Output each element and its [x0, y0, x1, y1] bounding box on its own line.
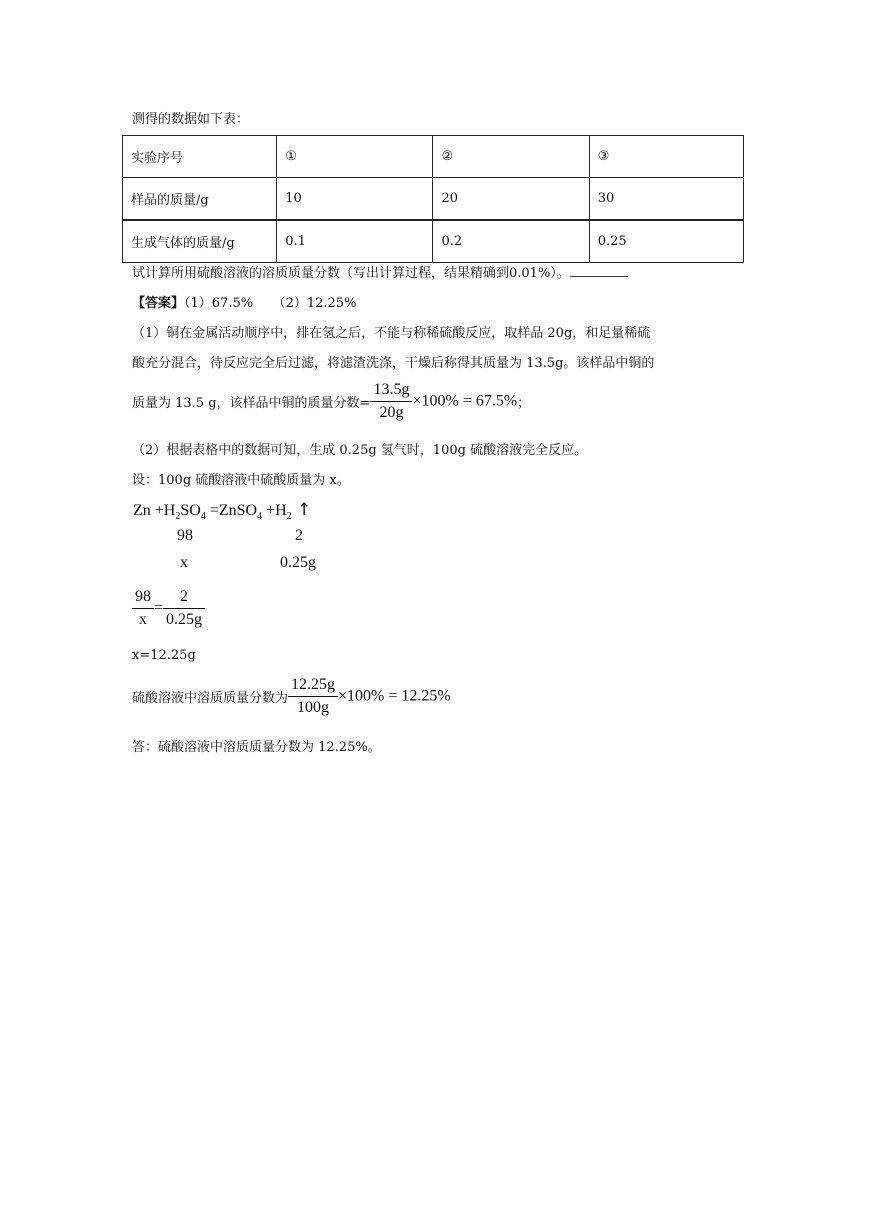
fraction-numerator: 2 — [180, 588, 189, 605]
eq-subscript: 4 — [200, 511, 206, 523]
answer-line — [132, 292, 356, 311]
molar-mass-right: 2 — [295, 527, 303, 544]
fraction-denominator: x — [132, 608, 154, 629]
data-table — [122, 135, 744, 263]
table-cell: 生成气体的质量/g — [123, 220, 277, 263]
table-cell: 10 — [277, 178, 433, 221]
eq-subscript: 4 — [257, 511, 263, 523]
molar-mass-left: 98 — [177, 527, 193, 544]
known-mass: 0.25g — [280, 554, 316, 571]
table-cell: ① — [277, 136, 433, 178]
eq-part: SO — [180, 502, 201, 519]
equals-sign: = — [154, 599, 164, 617]
answer-text: （1）67.5% （2）12.25% — [184, 296, 357, 311]
question-text: 试计算所用硫酸溶液的溶质质量分数（写出计算过程，结果精确到0.01%）。 — [132, 266, 570, 281]
table-cell: 0.2 — [433, 220, 589, 263]
question-line — [132, 262, 628, 281]
table-row — [123, 178, 744, 221]
table-cell: ② — [433, 136, 589, 178]
part1-line3-end: ； — [517, 396, 531, 411]
chemical-equation — [133, 500, 311, 522]
table-cell: 样品的质量/g — [123, 178, 277, 221]
ratio-fraction-left — [132, 588, 154, 629]
unknown-mass: x — [180, 554, 188, 571]
gas-arrow-icon: ↑ — [291, 500, 312, 520]
final-suffix: ×100% = 12.25% — [338, 687, 451, 705]
fraction-numerator: 98 — [135, 588, 151, 605]
part2-line1: （2）根据表格中的数据可知，生成 0.25g 氢气时，100g 硫酸溶液完全反应。 — [132, 443, 588, 458]
table-cell: ③ — [589, 136, 743, 178]
final-fraction — [288, 676, 338, 717]
table-cell: 0.1 — [277, 220, 433, 263]
final-line — [132, 676, 451, 722]
intro-text: 测得的数据如下表： — [132, 112, 250, 127]
eq-part: +H — [262, 502, 287, 519]
ratio-equation — [132, 588, 205, 629]
fraction-numerator: 12.25g — [291, 676, 336, 693]
answer-blank — [570, 264, 628, 277]
part2-let: 设：100g 硫酸溶液中硫酸质量为 x。 — [132, 473, 350, 488]
fraction-denominator: 0.25g — [163, 608, 205, 629]
part1-line3 — [132, 381, 530, 427]
eq-subscript: 2 — [286, 511, 292, 523]
part1-line3-suffix: ×100% = 67.5% — [412, 392, 518, 410]
eq-subscript: 2 — [175, 511, 181, 523]
table-cell: 30 — [589, 178, 743, 221]
table-cell: 20 — [433, 178, 589, 221]
conclusion-line: 答：硫酸溶液中溶质质量分数为 12.25%。 — [132, 740, 381, 755]
table-cell: 0.25 — [589, 220, 743, 263]
fraction-numerator: 13.5g — [373, 381, 410, 398]
table-cell: 实验序号 — [123, 136, 277, 178]
answer-label: 【答案】 — [132, 296, 185, 311]
table-row — [123, 136, 744, 178]
part1-line3-prefix: 质量为 13.5 g，该样品中铜的质量分数= — [132, 396, 371, 411]
copper-fraction — [370, 381, 412, 422]
final-prefix: 硫酸溶液中溶质质量分数为 — [132, 691, 289, 706]
table-row — [123, 220, 744, 263]
fraction-denominator: 100g — [288, 696, 338, 717]
ratio-fraction-right — [163, 588, 205, 629]
part1-line1: （1）铜在金属活动顺序中，排在氢之后，不能与称稀硫酸反应，取样品 20g，和足量稀硫 — [132, 326, 651, 341]
result-line: x=12.25g — [132, 648, 196, 663]
eq-part: =ZnSO — [205, 502, 258, 519]
fraction-denominator: 20g — [370, 401, 412, 422]
eq-part: Zn +H — [133, 502, 176, 519]
part1-line2: 酸充分混合，待反应完全后过滤，将滤渣洗涤，干燥后称得其质量为 13.5g。该样品中铜的 — [132, 356, 655, 371]
